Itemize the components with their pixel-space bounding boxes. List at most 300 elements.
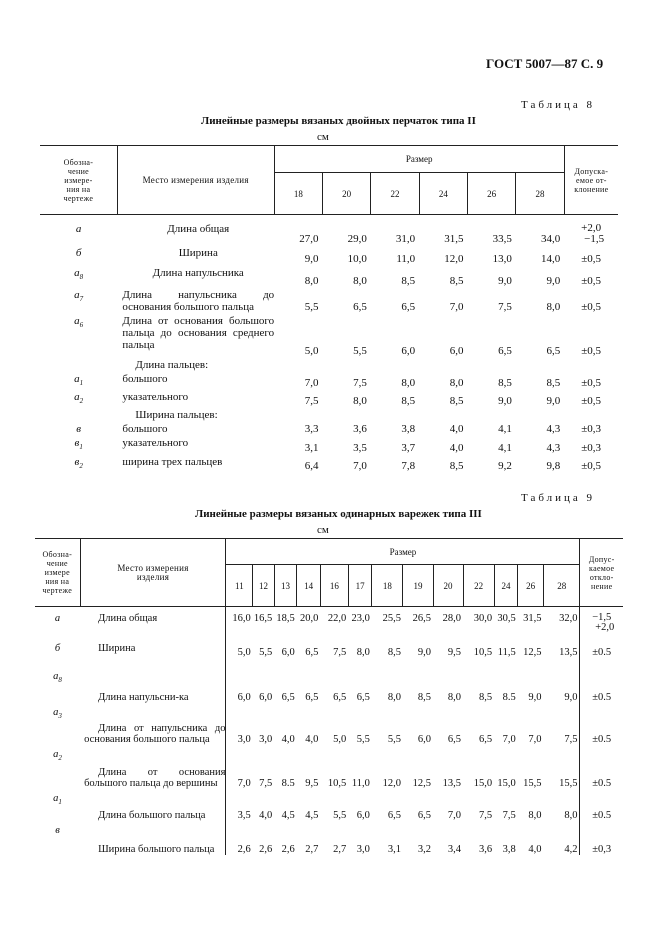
measure-symbol-subscript: 8 <box>79 273 84 282</box>
table9-value-cell: 6,0 <box>259 691 273 703</box>
measure-symbol: а <box>53 792 59 804</box>
table9-tolerance-cell: ±0.5 <box>580 745 623 789</box>
table8-designation-cell <box>40 265 117 287</box>
table9-value-cell: 6,0 <box>417 733 431 745</box>
table9-value-cell: 9,5 <box>447 646 462 658</box>
table8-group-row <box>40 407 618 421</box>
table9-value-cell: 10,5 <box>473 646 493 658</box>
table9-place-header: Место измерения изделия <box>80 539 226 607</box>
table8-value-cell: 27,0 <box>299 233 319 245</box>
page-header: ГОСТ 5007—87 С. 9 <box>486 56 604 71</box>
table8-tolerance-cell: ±0,5 <box>581 301 601 313</box>
table8-value-cell: 4,0 <box>449 441 464 454</box>
table9-value-cell: 8,0 <box>356 646 370 658</box>
table8-designation-cell <box>40 287 117 313</box>
table9-value-cell: 10,5 <box>327 777 347 789</box>
table8-place-cell: Длина общая <box>167 223 230 235</box>
table9-designation-cell <box>35 745 80 789</box>
table8-row <box>40 287 618 313</box>
table8-value-cell: 8,5 <box>449 395 464 408</box>
table9-tolerance-cell: ±0.5 <box>580 789 623 821</box>
table9-tolerance-header: Допус- каемое откло- нение <box>580 539 623 607</box>
table8-value-cell: 3,7 <box>401 441 416 454</box>
table8-value-cell: 14,0 <box>540 253 561 265</box>
table8-designation-cell <box>40 371 117 389</box>
table9-title: Линейные размеры вязаных одинарных варежек типа III <box>195 508 482 520</box>
table8-size-header: Размер <box>274 146 564 173</box>
table8-value-cell: 31,0 <box>395 233 416 245</box>
table8-value-cell: 8,0 <box>401 377 416 390</box>
measure-symbol-subscript: 1 <box>79 379 84 388</box>
table9-value-cell: 25,5 <box>382 613 401 624</box>
table9-value-cell: 8,0 <box>447 691 462 703</box>
measure-symbol-subscript: 6 <box>79 321 84 330</box>
table9-value-cell: 7,5 <box>564 733 578 745</box>
table8-value-cell: 4,1 <box>498 423 512 436</box>
table8-value-cell: 8,0 <box>304 275 319 287</box>
table9-value-cell: 28,0 <box>442 613 462 624</box>
table8-tolerance-cell: ±0,5 <box>581 459 601 472</box>
table9-value-cell: 5,5 <box>387 733 401 745</box>
table9-value-cell: 7,0 <box>502 733 516 745</box>
table9-value-cell: 30,5 <box>497 613 516 624</box>
table9-size-11: 11 <box>226 565 253 607</box>
measure-symbol: а <box>74 391 80 404</box>
measure-symbol: в <box>55 824 60 836</box>
table8-designation-cell <box>40 435 117 453</box>
table9-value-cell: 9,0 <box>564 691 578 703</box>
table9-place-cell: Длина от напульсника до основания большого пальца <box>84 722 226 745</box>
table8-tolerance-cell: ±0,3 <box>581 423 601 436</box>
table9-value-cell: 6,5 <box>447 733 462 745</box>
table8-value-cell: 7,5 <box>353 377 367 390</box>
table8-value-cell: 3,6 <box>353 423 367 436</box>
table8-value-cell: 12,0 <box>444 253 464 265</box>
table9-value-cell: 11,0 <box>351 777 370 789</box>
table9-value-cell: 3,0 <box>259 733 273 745</box>
table8-value-cell: 8,5 <box>449 459 464 472</box>
table9-value-cell: 3,2 <box>417 843 431 855</box>
table8-designation-cell <box>40 313 117 357</box>
measure-symbol: б <box>54 642 61 654</box>
table8-value-cell <box>419 407 467 421</box>
measure-symbol: а <box>74 289 80 301</box>
table9-place-cell: Длина большого пальца <box>98 809 206 821</box>
table9-designation-cell <box>35 703 80 745</box>
table8-value-cell: 9,0 <box>498 275 512 287</box>
table8-tolerance-cell: ±0,3 <box>581 441 601 454</box>
table8-value-cell: 8,0 <box>353 275 367 287</box>
table9-value-cell: 12,5 <box>523 646 542 658</box>
table8-value-cell: 31,5 <box>444 233 464 245</box>
table9-size-22: 22 <box>463 565 494 607</box>
table9-value-cell: 16,0 <box>226 607 253 639</box>
table8-value-cell: 4,3 <box>546 423 561 436</box>
table9-place-cell: Длина напульсни-ка <box>98 691 189 703</box>
table8-value-cell: 3,3 <box>304 423 319 436</box>
table9-value-cell: 12,0 <box>382 777 401 789</box>
table8-group-label: Длина пальцев: <box>135 359 209 371</box>
table8-designation-cell <box>40 245 117 265</box>
table8-value-cell <box>467 407 515 421</box>
table9-value-cell: 3,8 <box>502 843 516 855</box>
table9-value-cell: 11,5 <box>497 646 516 658</box>
table9-value-cell: 6,5 <box>281 691 295 703</box>
measure-symbol: а <box>75 223 82 235</box>
table8-value-cell: 9,0 <box>546 275 561 287</box>
table8-value-cell: 6,5 <box>546 345 561 357</box>
table8-value-cell: 6,5 <box>353 301 367 313</box>
table9-value-cell: 26,5 <box>412 613 431 624</box>
table8-row <box>40 389 618 407</box>
table9-value-cell: 3,5 <box>226 789 253 821</box>
table9-value-cell: 8,5 <box>387 646 401 658</box>
table8-size-18: 18 <box>274 173 322 215</box>
table9-value-cell: 2,7 <box>305 843 319 855</box>
table9-value-cell: 4,0 <box>528 843 542 855</box>
table8-size-24: 24 <box>419 173 467 215</box>
table9-size-28: 28 <box>543 565 579 607</box>
table9-value-cell: 15,5 <box>559 777 578 789</box>
table8-value-cell: 8,5 <box>449 275 464 287</box>
table9-value-cell: 7,0 <box>226 745 253 789</box>
table9-value-cell: 6,5 <box>417 809 431 821</box>
table9-designation-cell <box>35 639 80 667</box>
table8-tolerance-cell: ±0,5 <box>581 345 601 357</box>
table8-place-cell: ширина трех пальцев <box>122 455 223 468</box>
table9-place-cell: Ширина <box>98 642 136 654</box>
table9-value-cell: 22,0 <box>327 613 347 624</box>
table9-value-cell: 5,0 <box>333 733 347 745</box>
table9-place-cell: Длина от основания большого пальца до вершины <box>84 766 226 789</box>
table9-value-cell: 8,0 <box>528 809 542 821</box>
table8-value-cell: 8,5 <box>401 395 416 408</box>
table9-value-cell: 8.5 <box>281 777 295 789</box>
table8-value-cell: 8,0 <box>449 377 464 390</box>
table9-unit: см <box>317 524 329 536</box>
table8-place-cell: Длина напульсника до основания большого пальца <box>122 289 275 313</box>
table9-value-cell: 3,4 <box>447 843 462 855</box>
table8-designation-cell <box>40 389 117 407</box>
table9-tolerance-cell: ±0,3 <box>580 821 623 855</box>
table9-size-19: 19 <box>403 565 433 607</box>
table8-value-cell: 33,5 <box>492 233 512 245</box>
table9-value-cell: 4,0 <box>281 733 295 745</box>
table8-value-cell: 9,0 <box>546 395 561 408</box>
measure-symbol: в <box>76 423 82 436</box>
table9-row <box>35 745 623 789</box>
table9-value-cell: 4,0 <box>259 809 273 821</box>
table8-value-cell: 3,1 <box>304 441 319 454</box>
table8-value-cell: 6,0 <box>449 345 464 357</box>
table8-value-cell: 29,0 <box>347 233 367 245</box>
table9-size-14: 14 <box>297 565 321 607</box>
table8-tolerance-header: Допуска- емое от- клонение <box>564 146 618 215</box>
table9-value-cell: 3,0 <box>356 843 370 855</box>
table8-designation-cell <box>40 421 117 435</box>
table9-value-cell: 6,5 <box>387 809 401 821</box>
table9-value-cell: 3,1 <box>387 843 401 855</box>
table9-row <box>35 639 623 667</box>
measure-symbol: а <box>74 267 80 279</box>
table8-row <box>40 215 618 246</box>
table9-value-cell: 20,0 <box>300 613 319 624</box>
table8-value-cell: 6,5 <box>401 301 416 313</box>
measure-symbol-subscript: 2 <box>79 461 83 470</box>
table9-designation-cell <box>35 667 80 703</box>
tolerance-line: +2,0 <box>595 622 615 633</box>
table8-label: Таблица 8 <box>521 99 596 111</box>
measure-symbol: в <box>74 455 80 468</box>
table8-tolerance-cell: ±0,5 <box>581 275 601 287</box>
table9-tolerance-cell: ±0.5 <box>580 639 623 667</box>
table9-value-cell: 6,5 <box>356 691 370 703</box>
table9-value-cell: 6,0 <box>356 809 370 821</box>
table9-tolerance-cell <box>580 607 623 639</box>
table8-value-cell: 7,5 <box>304 395 319 408</box>
table9 <box>35 538 623 855</box>
table9-value-cell: 4,5 <box>305 809 319 821</box>
table8-value-cell: 34,0 <box>540 233 561 245</box>
table8-value-cell: 10,0 <box>347 253 367 265</box>
table8-tolerance-cell <box>564 215 618 246</box>
table8-designation-cell <box>40 215 117 246</box>
table8-size-26: 26 <box>467 173 515 215</box>
table8-value-cell: 4,1 <box>498 441 512 454</box>
table8-designation-header: Обозна- чение измере- ния на чертеже <box>40 146 117 215</box>
table8-value-cell <box>274 357 322 371</box>
table9-size-16: 16 <box>320 565 348 607</box>
table8-value-cell <box>371 357 419 371</box>
table9-size-24: 24 <box>494 565 518 607</box>
table8-row <box>40 454 618 472</box>
table8-unit: см <box>317 131 329 143</box>
table8-value-cell: 3,5 <box>353 441 367 454</box>
table9-value-cell: 7,5 <box>479 809 493 821</box>
table9-row <box>35 703 623 745</box>
table9-value-cell: 7,5 <box>259 777 273 789</box>
table8-group-label: Ширина пальцев: <box>135 409 218 422</box>
measure-symbol-subscript: 8 <box>58 675 62 684</box>
table9-value-cell: 8,5 <box>479 691 493 703</box>
table8-tolerance-cell <box>564 357 618 371</box>
table9-value-cell: 30,0 <box>473 613 493 624</box>
table9-value-cell: 7,0 <box>528 733 542 745</box>
table8-value-cell: 8,5 <box>498 377 512 390</box>
table9-value-cell: 5,0 <box>226 639 253 667</box>
table8-value-cell: 5,0 <box>304 345 319 357</box>
table8-value-cell: 6,4 <box>304 459 319 472</box>
table8-group-row <box>40 357 618 371</box>
table8 <box>40 145 618 472</box>
table9-value-cell: 2,6 <box>259 843 273 855</box>
table9-row <box>35 607 623 639</box>
table8-tolerance-cell <box>564 407 618 421</box>
table8-value-cell <box>516 407 564 421</box>
table9-place-cell: Ширина большого пальца <box>98 843 215 855</box>
table8-value-cell <box>467 357 515 371</box>
table9-designation-cell <box>35 821 80 855</box>
table8-row <box>40 265 618 287</box>
tolerance-line: +2,0 <box>581 222 602 234</box>
table8-row <box>40 371 618 389</box>
table8-value-cell: 8,5 <box>401 275 416 287</box>
table8-value-cell: 7,0 <box>304 377 319 390</box>
table8-size-20: 20 <box>323 173 371 215</box>
table9-value-cell: 9,5 <box>305 777 319 789</box>
table8-title: Линейные размеры вязаных двойных перчаток типа II <box>201 115 476 127</box>
table8-place-cell: указательного <box>122 437 189 450</box>
table9-value-cell: 9,0 <box>417 646 431 658</box>
table9-value-cell: 15,0 <box>497 777 516 789</box>
table9-value-cell: 3,0 <box>226 703 253 745</box>
table9-value-cell: 15,5 <box>523 777 542 789</box>
table9-size-12: 12 <box>253 565 274 607</box>
table9-value-cell: 4,5 <box>281 809 295 821</box>
table8-value-cell: 9,2 <box>498 459 512 472</box>
measure-symbol-subscript: 3 <box>58 711 62 720</box>
table9-value-cell: 2,7 <box>333 843 347 855</box>
measure-symbol: а <box>74 373 80 385</box>
measure-symbol-subscript: 2 <box>79 397 84 406</box>
table8-value-cell <box>516 357 564 371</box>
table9-size-13: 13 <box>274 565 297 607</box>
table9-value-cell: 6,0 <box>226 667 253 703</box>
table8-size-28: 28 <box>516 173 564 215</box>
table9-value-cell: 7,0 <box>447 809 462 821</box>
table8-value-cell <box>274 407 322 421</box>
table9-value-cell: 6,5 <box>333 691 347 703</box>
table8-value-cell <box>371 407 419 421</box>
table8-designation-cell <box>40 454 117 472</box>
table9-size-18: 18 <box>372 565 403 607</box>
measure-symbol: а <box>53 748 59 760</box>
table9-value-cell: 8,5 <box>417 691 431 703</box>
table8-value-cell: 7,0 <box>449 301 464 313</box>
table9-value-cell: 23,0 <box>351 613 370 624</box>
measure-symbol-subscript: 7 <box>79 295 84 304</box>
table9-designation-cell <box>35 789 80 821</box>
table8-value-cell: 5,5 <box>304 301 319 313</box>
table9-value-cell: 9,0 <box>528 691 542 703</box>
table9-label: Таблица 9 <box>521 492 596 504</box>
table8-value-cell: 6,5 <box>498 345 512 357</box>
table8-designation-cell <box>40 357 117 371</box>
table8-tolerance-cell: ±0,5 <box>581 377 601 390</box>
table9-value-cell: 2,6 <box>226 821 253 855</box>
table9-value-cell: 32,0 <box>559 613 578 624</box>
table9-row <box>35 789 623 821</box>
table9-value-cell: 8.5 <box>502 691 516 703</box>
table8-value-cell: 6,0 <box>401 345 416 357</box>
table9-value-cell: 7,5 <box>502 809 516 821</box>
table8-place-cell: указательного <box>122 391 189 404</box>
table9-place-cell: Длина общая <box>98 613 158 624</box>
tolerance-line: −1,5 <box>584 233 605 245</box>
measure-symbol-subscript: 1 <box>79 443 83 452</box>
table9-value-cell: 5,5 <box>333 809 347 821</box>
table9-row <box>35 667 623 703</box>
measure-symbol: а <box>53 670 59 682</box>
table9-tolerance-cell: ±0.5 <box>580 667 623 703</box>
table8-value-cell <box>419 357 467 371</box>
table8-value-cell: 9,0 <box>304 253 319 265</box>
table9-value-cell: 6,5 <box>479 733 493 745</box>
table9-value-cell: 5,5 <box>356 733 370 745</box>
measure-symbol-subscript: 1 <box>58 797 62 806</box>
table8-row <box>40 245 618 265</box>
measure-symbol: а <box>74 315 80 327</box>
table8-value-cell: 8,0 <box>353 395 367 408</box>
measure-symbol: в <box>74 437 80 450</box>
measure-symbol-subscript: 2 <box>58 753 62 762</box>
table8-value-cell <box>323 357 371 371</box>
table8-row <box>40 421 618 435</box>
table8-value-cell: 4,0 <box>449 423 464 436</box>
table9-designation-header: Обозна- чение измере ния на чертеже <box>35 539 80 607</box>
table9-row <box>35 821 623 855</box>
table9-size-header: Размер <box>226 539 580 565</box>
table9-value-cell: 2,6 <box>281 843 295 855</box>
table8-row <box>40 435 618 453</box>
table9-value-cell: 13,5 <box>442 777 462 789</box>
table9-value-cell: 4,2 <box>564 843 578 855</box>
table8-place-cell: Длина напульсника <box>152 267 244 279</box>
table8-value-cell: 4,3 <box>546 441 561 454</box>
table8-value-cell: 3,8 <box>401 423 416 436</box>
table9-value-cell: 4,0 <box>305 733 319 745</box>
measure-symbol: а <box>53 706 59 718</box>
table9-value-cell: 8,0 <box>387 691 401 703</box>
table8-value-cell: 7,5 <box>498 301 512 313</box>
table9-value-cell: 7,5 <box>333 646 347 658</box>
table9-value-cell: 8,0 <box>564 809 578 821</box>
table8-value-cell: 7,0 <box>353 459 367 472</box>
table8-row <box>40 313 618 357</box>
table8-size-22: 22 <box>371 173 419 215</box>
table8-value-cell: 13,0 <box>492 253 512 265</box>
table9-value-cell: 16,5 <box>253 613 273 624</box>
table9-value-cell: 15,0 <box>473 777 493 789</box>
table8-place-header: Место измерения изделия <box>117 146 274 215</box>
table9-value-cell: 6,0 <box>281 646 295 658</box>
table8-tolerance-cell: ±0,5 <box>581 395 601 408</box>
table9-value-cell: 5,5 <box>259 646 273 658</box>
table9-designation-cell <box>35 607 80 639</box>
table9-value-cell: 12,5 <box>412 777 431 789</box>
table8-place-cell: большого <box>122 423 168 436</box>
table9-value-cell: 6,5 <box>305 691 319 703</box>
table8-designation-cell <box>40 407 117 421</box>
table8-value-cell: 11,0 <box>396 253 416 265</box>
table8-value-cell <box>323 407 371 421</box>
tolerance-line: −1,5 <box>592 612 612 623</box>
table8-value-cell: 9,8 <box>546 459 561 472</box>
table8-place-cell: Длина от основания большого пальца до основания среднего пальца <box>122 315 275 351</box>
table8-value-cell: 5,5 <box>353 345 367 357</box>
table9-value-cell: 3,6 <box>479 843 493 855</box>
table8-place-cell: Ширина <box>178 247 218 259</box>
table8-place-cell: большого <box>122 373 168 385</box>
measure-symbol: а <box>54 613 61 624</box>
table9-tolerance-cell: ±0.5 <box>580 703 623 745</box>
table9-size-26: 26 <box>518 565 544 607</box>
table8-value-cell: 8,0 <box>546 301 561 313</box>
measure-symbol: б <box>75 247 82 259</box>
table9-value-cell: 31,5 <box>523 613 542 624</box>
table8-value-cell: 9,0 <box>498 395 512 408</box>
table8-tolerance-cell: ±0,5 <box>581 253 601 265</box>
